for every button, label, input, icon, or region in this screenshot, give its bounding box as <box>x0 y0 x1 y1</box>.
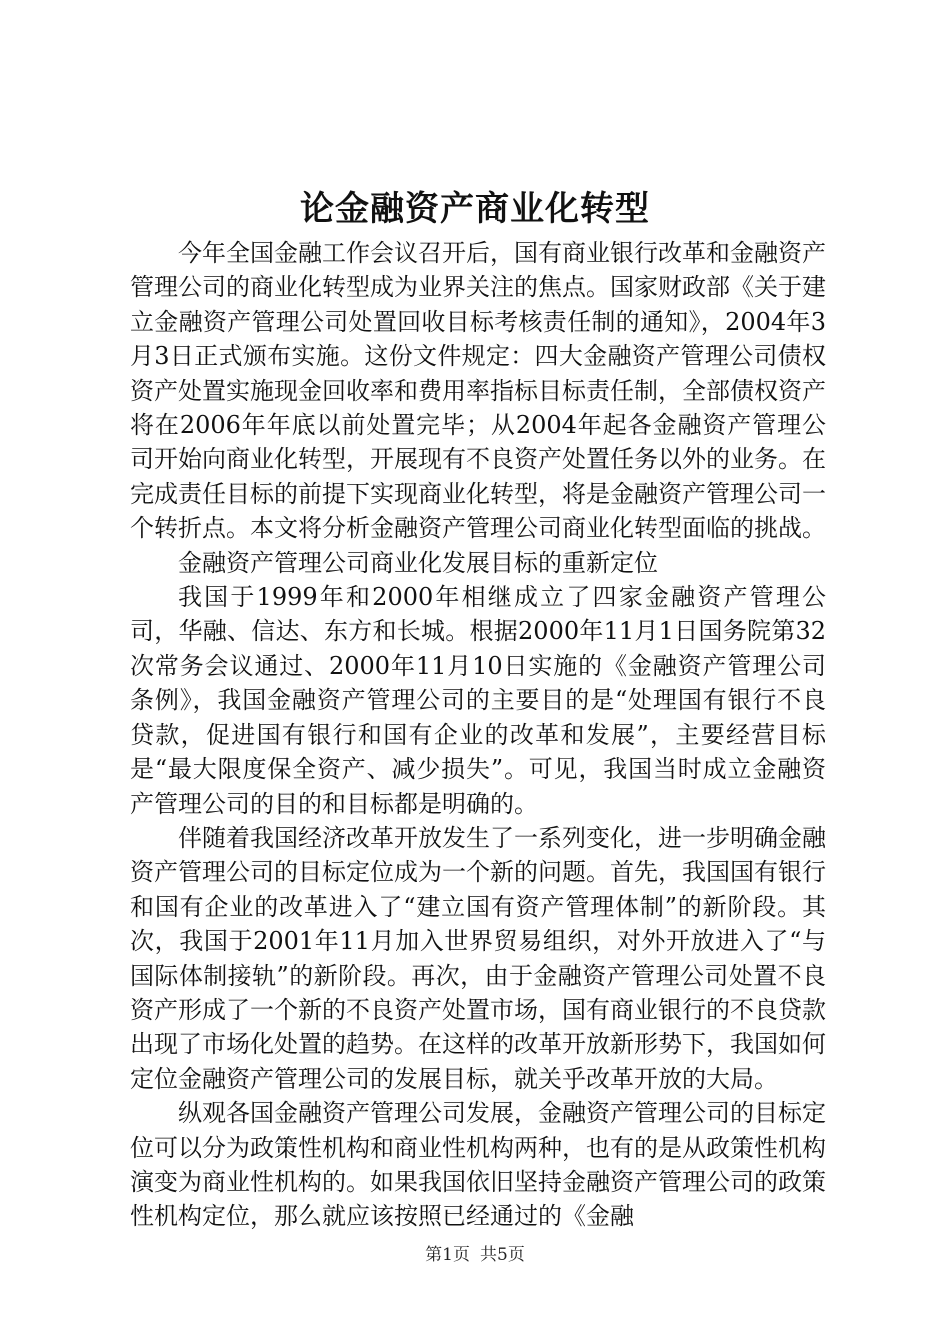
paragraph-history: 我国于1999年和2000年相继成立了四家金融资产管理公司，华融、信达、东方和长城。根据2000年11月1日国务院第32次常务会议通过、2000年11月10日实施的《金融资产管理公司条例》，我国金融资产管理公司的主要目的是“处理国有银行不良贷款，促进国有银行和国有企业的改革和发展”，主要经营目标是“最大限度保全资产、减少损失”。可见，我国当时成立金融资产管理公司的目的和目标都是明确的。 <box>130 583 826 818</box>
section-heading: 金融资产管理公司商业化发展目标的重新定位 <box>178 548 658 577</box>
page-number: 第1页 <box>425 1245 470 1265</box>
paragraph-changes: 伴随着我国经济改革开放发生了一系列变化，进一步明确金融资产管理公司的目标定位成为一个新的问题。首先，我国国有银行和国有企业的改革进入了“建立国有资产管理体制”的新阶段。其次，我国于2001年11月加入世界贸易组织，对外开放进入了“与国际体制接轨”的新阶段。再次，由于金融资产管理公司处置不良资产形成了一个新的不良资产处置市场，国有商业银行的不良贷款出现了市场化处置的趋势。在这样的改革开放新形势下，我国如何定位金融资产管理公司的发展目标，就关乎改革开放的大局。 <box>130 823 826 1093</box>
document-body <box>130 236 826 1234</box>
paragraph-positioning: 纵观各国金融资产管理公司发展，金融资产管理公司的目标定位可以分为政策性机构和商业性机构两种，也有的是从政策性机构演变为商业性机构的。如果我国依旧坚持金融资产管理公司的政策性机构定位，那么就应该按照已经通过的《金融 <box>130 1099 826 1231</box>
page-count: 共5页 <box>480 1245 525 1265</box>
page-footer <box>0 1243 950 1267</box>
paragraph-intro: 今年全国金融工作会议召开后，国有商业银行改革和金融资产管理公司的商业化转型成为业界关注的焦点。国家财政部《关于建立金融资产管理公司处置回收目标考核责任制的通知》，2004年3月3日正式颁布实施。这份文件规定：四大金融资产管理公司债权资产处置实施现金回收率和费用率指标目标责任制，全部债权资产将在2006年年底以前处置完毕；从2004年起各金融资产管理公司开始向商业化转型，开展现有不良资产处置任务以外的业务。在完成责任目标的前提下实现商业化转型，将是金融资产管理公司一个转折点。本文将分析金融资产管理公司商业化转型面临的挑战。 <box>130 239 826 543</box>
document-title: 论金融资产商业化转型 <box>300 189 650 229</box>
